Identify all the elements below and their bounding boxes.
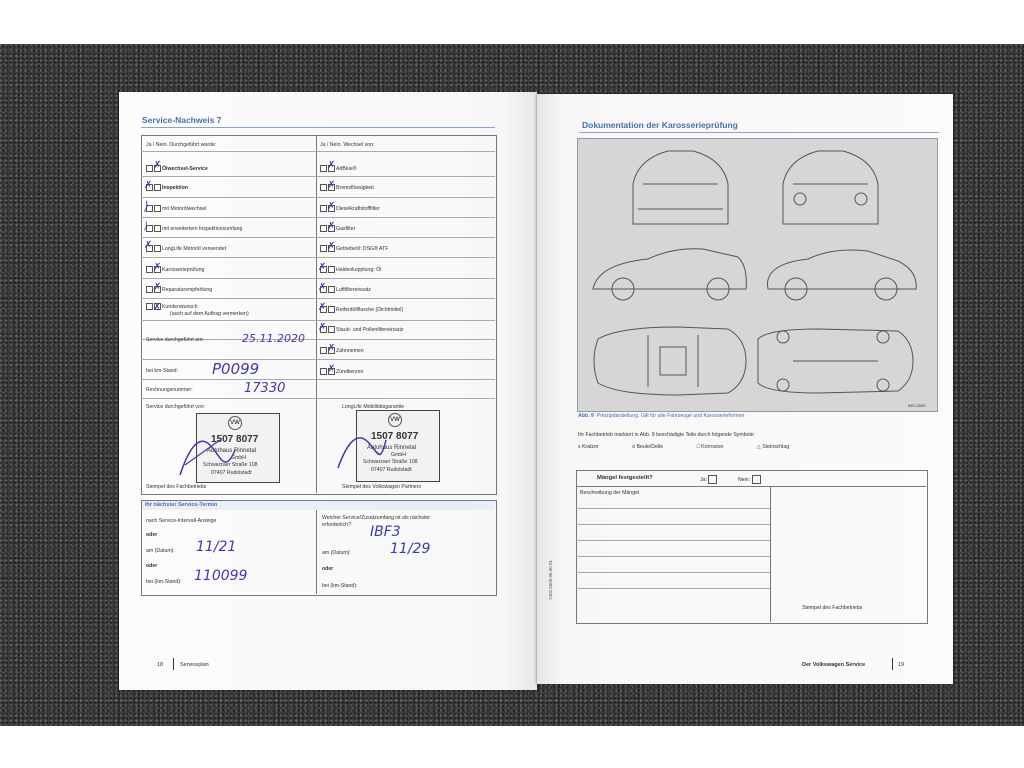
symbol-steinschlag: Steinschlag (762, 444, 790, 450)
next-date-value-left: 11/21 (196, 539, 237, 555)
check-mark: ⟩ (144, 221, 148, 232)
row-dieselfilter: Dieselkraftstofffilter (336, 205, 380, 212)
row-inspektion: Inspektion (162, 184, 188, 191)
symbol-mark: o (632, 444, 636, 450)
check-mark: ✗ (327, 160, 336, 171)
stamp-name: Autohaus Rinnetal (367, 445, 417, 451)
checkbox[interactable] (320, 184, 327, 191)
next-interval-label: nach Service-Intervall-Anzeige (146, 518, 217, 524)
next-service-divider (316, 510, 317, 594)
defect-line (576, 556, 770, 557)
defects-divider (770, 486, 771, 622)
check-mark: ✗ (318, 302, 327, 313)
defect-line (576, 572, 770, 573)
row-adblue: AdBlue® (336, 165, 357, 172)
row-line (141, 320, 495, 321)
symbol-mark: □ (696, 444, 700, 450)
row-getriebeoel: Getriebeöl: DSG® ATF (336, 245, 389, 252)
next-date-value-right: 11/29 (390, 541, 431, 557)
row-zahnriemen: Zahnriemen (336, 347, 364, 354)
checkbox[interactable] (328, 266, 335, 273)
checkbox[interactable] (320, 205, 327, 212)
check-mark: ✗ (153, 302, 162, 313)
title-rule (141, 127, 495, 128)
next-oder-3: oder (322, 566, 334, 572)
symbol-instruction: Ihr Fachbetrieb markiert in Abb. 9 beschädigte Teile durch folgende Symbole: (578, 432, 755, 438)
check-mark: ✗ (318, 322, 327, 333)
next-date-label-right: am (Datum): (322, 550, 351, 556)
next-km-label-right: bei (km-Stand): (322, 583, 358, 589)
table-divider (316, 135, 317, 493)
checkbox[interactable] (320, 245, 327, 252)
next-km-label-left: bei (km-Stand): (146, 579, 182, 585)
check-mark: ✗ (153, 282, 162, 293)
defect-line (576, 588, 770, 589)
row-line (141, 278, 495, 279)
footer-divider (173, 658, 174, 670)
row-gasfilter: Gasfilter (336, 225, 356, 232)
checkbox[interactable] (154, 205, 161, 212)
row-line (141, 398, 495, 399)
stamp-name: Autohaus Rinnetal (207, 448, 257, 454)
row-line (141, 151, 495, 152)
vw-logo-icon: VW (228, 416, 242, 430)
row-reifenfuell: Reifenfüllflasche (Dichtmittel) (336, 306, 404, 313)
symbol-korrosion: Korrosion (701, 444, 724, 450)
row-line (141, 257, 495, 258)
right-footer-label: Der Volkswagen Service (802, 662, 866, 668)
next-oder-2: oder (146, 563, 158, 569)
row-haldex: Haldexkupplung: Öl (336, 266, 382, 273)
service-by-label: Service durchgeführt von: (146, 404, 206, 410)
service-nachweis-title: Service-Nachweis 7 (142, 115, 222, 125)
row-longlife: LongLife Motoröl verwendet (162, 245, 227, 252)
row-line (141, 237, 495, 238)
row-karosserie: Karosserieprüfung (162, 266, 205, 273)
footer-divider-right (892, 658, 893, 670)
figure-caption (578, 413, 744, 419)
longlife-label: LongLife Mobilitätsgarantie (342, 404, 405, 410)
right-page-number: 19 (898, 662, 905, 668)
karosserie-title: Dokumentation der Karosserieprüfung (582, 120, 738, 130)
side-code: 7402.5800.96.00 01 (548, 559, 553, 600)
invoice-value: 17330 (244, 381, 286, 396)
check-mark: ✗ (327, 201, 336, 212)
row-line (141, 176, 495, 177)
stamp-city: 07407 Rudolstadt (371, 467, 412, 473)
row-pollenfilter: Staub- und Pollenfiltereinsatz (336, 326, 404, 333)
defects-stamp-label: Stempel des Fachbetriebs (802, 605, 863, 611)
checkbox[interactable] (328, 306, 335, 313)
km-label: bei km-Stand: (146, 368, 179, 374)
check-mark: ⟩ (144, 199, 149, 213)
stamp-number: 1507 8077 (211, 434, 259, 445)
symbol-mark: △ (756, 444, 761, 450)
defects-ja (700, 475, 718, 484)
service-date-value: 25.11.2020 (242, 332, 305, 345)
row-erweitert: mit erweitertem Inspektionsumfang (162, 225, 243, 232)
check-mark: ✗ (327, 221, 336, 232)
checkbox[interactable] (146, 286, 153, 293)
next-service-question-1: Welcher Service/Zusatzumfang ist als nächster (322, 515, 431, 521)
defects-nein-label: Nein: (738, 476, 751, 483)
col2-header: Ja / Nein. Wechsel von: (320, 142, 375, 148)
symbol-kratzer: Kratzer (582, 444, 599, 450)
defect-line (576, 508, 770, 509)
row-luftfilter: Luftfiltereinsatz (336, 286, 371, 293)
figure-caption-number: Abb. 9 (578, 413, 594, 419)
checkbox[interactable] (154, 184, 161, 191)
row-oelwechsel: Ölwechsel-Service (162, 165, 208, 172)
stamp-gmbh: GmbH (391, 452, 406, 458)
defects-header-line (576, 486, 926, 487)
checkbox[interactable] (146, 303, 153, 310)
left-footer-label: Serviceplan (180, 662, 209, 668)
defects-ja-label: Ja: (700, 476, 707, 483)
next-oder-1: oder (146, 532, 158, 538)
checkbox[interactable] (146, 165, 153, 172)
stamp-label-1: Stempel des Fachbetriebs (146, 484, 207, 490)
vw-logo-icon: VW (388, 413, 402, 427)
stamp-number: 1507 8077 (371, 431, 419, 442)
next-service-title: Ihr nächster Service-Termin (142, 501, 495, 510)
checkbox[interactable] (320, 225, 327, 232)
row-kundenwunsch: Kundenwunsch (162, 303, 198, 310)
check-mark: ✗ (327, 343, 336, 354)
checkbox[interactable] (328, 286, 335, 293)
next-km-value-left: 110099 (194, 568, 248, 584)
car-diagram (577, 138, 938, 412)
checkbox[interactable] (328, 326, 335, 333)
check-mark: ✗ (327, 241, 336, 252)
signature-right (330, 420, 390, 475)
title-rule-right (579, 132, 939, 133)
checkbox[interactable] (320, 368, 327, 375)
defects-nein (738, 475, 762, 484)
checkbox[interactable] (146, 266, 153, 273)
symbol-mark: x (578, 444, 581, 450)
row-zuendkerzen: Zündkerzen (336, 368, 364, 375)
check-mark: ✗ (144, 180, 153, 191)
stamp-street: Schwarzaer Straße 108 (363, 459, 418, 465)
figure-id: B5T-0009 (908, 403, 926, 408)
invoice-label: Rechnungsnummer: (146, 387, 193, 393)
stamp-label-2: Stempel des Volkswagen Partners (342, 484, 422, 490)
checkbox[interactable] (154, 245, 161, 252)
row-motoroelwechsel: mit Motorölwechsel (162, 205, 207, 212)
check-mark: ✗ (153, 160, 162, 171)
ja-checkbox[interactable] (708, 475, 717, 484)
checkbox[interactable] (154, 225, 161, 232)
checkbox[interactable] (320, 347, 327, 354)
nein-checkbox[interactable] (752, 475, 761, 484)
defects-question: Mängel festgestellt? (597, 475, 653, 481)
signature-left (170, 425, 240, 485)
row-line (141, 217, 495, 218)
next-service-question-2: erforderlich? (322, 522, 351, 528)
car-outlines-icon (578, 139, 937, 411)
check-mark: ✗ (327, 364, 336, 375)
row-reparatur: Reparaturempfehlung (162, 286, 213, 293)
row-bremsfluessigkeit: Bremsflüssigkeit (336, 184, 374, 191)
checkbox[interactable] (320, 165, 327, 172)
row-kundenwunsch-note: (auch auf dem Auftrag vermerken) (170, 311, 249, 317)
figure-caption-text: Prinzipdarstellung. Gilt für alle Fahrzeuge und Karosserieformen (596, 413, 745, 419)
stamp-city: 07407 Rudolstadt (211, 470, 252, 476)
check-mark: ✗ (144, 240, 153, 251)
row-line (141, 379, 495, 380)
col1-header: Ja / Nein. Durchgeführt wurde: (146, 142, 217, 148)
check-mark: ✗ (318, 262, 327, 273)
next-service-value: IBF3 (370, 524, 401, 540)
defect-line (576, 524, 770, 525)
next-date-label-left: am (Datum): (146, 548, 175, 554)
stamp-gmbh: GmbH (231, 455, 246, 461)
stamp-street: Schwarzaer Straße 108 (203, 462, 258, 468)
km-value: P0099 (212, 360, 260, 378)
row-line (141, 197, 495, 198)
check-mark: ✗ (327, 180, 336, 191)
left-page-number: 18 (157, 662, 164, 668)
symbol-beule: Beule/Delle (636, 444, 664, 450)
check-mark: ✗ (318, 282, 327, 293)
service-date-label: Service durchgeführt am: (146, 337, 204, 343)
row-line (141, 359, 495, 360)
row-line (141, 298, 495, 299)
check-mark: ✗ (153, 262, 162, 273)
symbol-legend (578, 444, 789, 450)
defect-line (576, 540, 770, 541)
defects-description-label: Beschreibung der Mängel (580, 490, 640, 496)
